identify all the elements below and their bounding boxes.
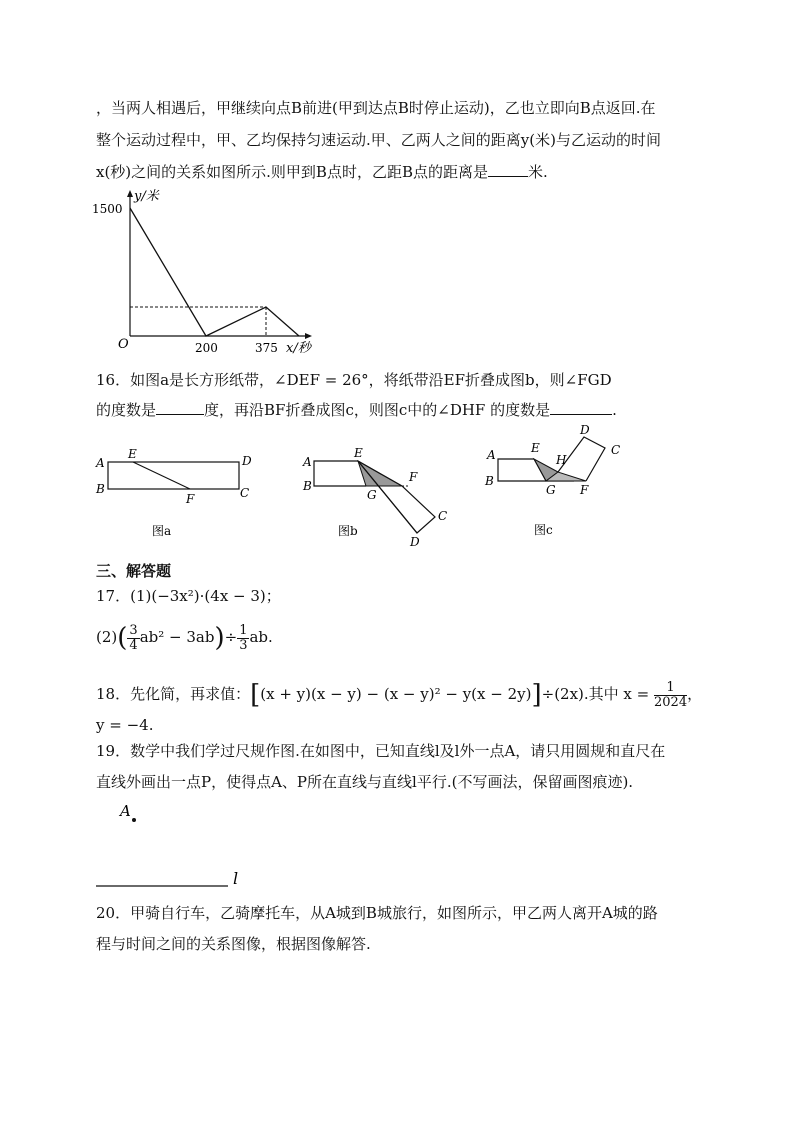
y-axis-arrow [127, 190, 133, 197]
x-axis-arrow [305, 333, 312, 339]
x-axis-label: x/秒 [286, 341, 311, 356]
q15-answer-blank[interactable] [488, 175, 528, 177]
svg-text:C: C [438, 509, 448, 523]
svg-text:E: E [128, 447, 137, 461]
svg-text:D: D [242, 454, 252, 468]
q16-line1: 16．如图a是长方形纸带，∠DEF = 26°，将纸带沿EF折叠成图b，则∠FGD [96, 371, 612, 389]
svg-text:B: B [96, 482, 105, 496]
figure-a [95, 447, 252, 538]
q15-line3 [96, 161, 548, 182]
svg-text:F: F [409, 470, 418, 484]
q19-line2: 直线外画出一点P，使得点A、P所在直线与直线l平行.(不写画法，保留画图痕迹). [96, 773, 634, 791]
q20-line2: 程与时间之间的关系图像，根据图像解答. [96, 935, 371, 953]
q19-construction-figure [90, 796, 290, 896]
svg-text:B: B [485, 474, 494, 488]
x-tick-label-375: 375 [255, 341, 278, 355]
svg-text:E: E [531, 441, 540, 455]
svg-text:G: G [367, 488, 377, 502]
svg-text:A: A [487, 448, 496, 462]
figure-c-caption: 图c [534, 523, 553, 537]
svg-text:A: A [96, 456, 105, 470]
q16-line2-end: . [612, 401, 617, 419]
q15-line3-text: x(秒)之间的关系如图所示.则甲到B点时，乙距B点的距离是 [96, 163, 488, 181]
svg-text:C: C [240, 486, 250, 500]
figure-b [302, 446, 447, 548]
svg-text:D: D [580, 424, 590, 437]
q16-line2-mid: 度，再沿BF折叠成图c，则图c中的∠DHF 的度数是 [204, 401, 551, 419]
q20-line1: 20．甲骑自行车，乙骑摩托车，从A城到B城旅行，如图所示，甲乙两人离开A城的路 [96, 904, 658, 922]
svg-text:F: F [580, 483, 589, 497]
line-l-label: l [233, 869, 239, 888]
q15-line3-end: 米. [527, 163, 548, 181]
fraction-3-4: $\frac{3}{4}$ [129, 622, 138, 653]
svg-text:E: E [354, 446, 363, 460]
figure-a-caption: 图a [152, 524, 172, 538]
q15-line2: 整个运动过程中，甲、乙均保持匀速运动.甲、乙两人之间的距离y(米)与乙运动的时间 [96, 131, 661, 149]
point-a [132, 818, 136, 822]
q16-answer-blank-2[interactable] [550, 413, 612, 415]
section-heading: 三、解答题 [96, 562, 172, 580]
svg-text:H: H [556, 453, 567, 467]
figure-b-caption: 图b [338, 524, 358, 538]
svg-text:A: A [303, 455, 312, 469]
fraction-1-3: $\frac{1}{3}$ [239, 622, 248, 653]
q17-part2: (2)( $\frac{3}{4}$ ab² − 3ab)÷ $\frac{1}{3}$ ab. [96, 622, 273, 653]
distance-line [130, 208, 299, 336]
q16-line2-text: 的度数是 [96, 401, 157, 419]
q16-answer-blank-1[interactable] [156, 413, 204, 415]
q15-distance-time-graph [88, 186, 328, 358]
svg-text:B: B [303, 479, 312, 493]
x-tick-label-200: 200 [195, 341, 218, 355]
figure-c [484, 424, 620, 537]
y-tick-label: 1500 [92, 202, 123, 216]
svg-text:G: G [546, 483, 556, 497]
fraction-1-2024: $\frac{1}{2024}$ [654, 679, 688, 710]
svg-text:F: F [186, 492, 195, 506]
q15-line1: ，当两人相遇后，甲继续向点B前进(甲到达点B时停止运动)，乙也立即向B点返回.在 [96, 99, 656, 117]
svg-text:C: C [611, 443, 621, 457]
q16-line2 [96, 399, 617, 420]
q16-figures [90, 424, 630, 548]
y-axis-label: y/米 [134, 189, 159, 204]
svg-text:D: D [410, 535, 420, 548]
q18-line2: y = −4. [96, 716, 154, 734]
origin-label: O [118, 337, 129, 352]
q17-part1: 17．(1)(−3x²)·(4x − 3)； [96, 587, 281, 605]
q18-line1: 18．先化简，再求值：[(x + y)(x − y) − (x − y)² − y(x − 2y)]÷(2x).其中 x = $\frac{1}{2024}$ ， [96, 679, 703, 710]
point-a-label: A [120, 802, 131, 820]
q19-line1: 19．数学中我们学过尺规作图.在如图中，已知直线l及l外一点A，请只用圆规和直尺在 [96, 742, 666, 760]
